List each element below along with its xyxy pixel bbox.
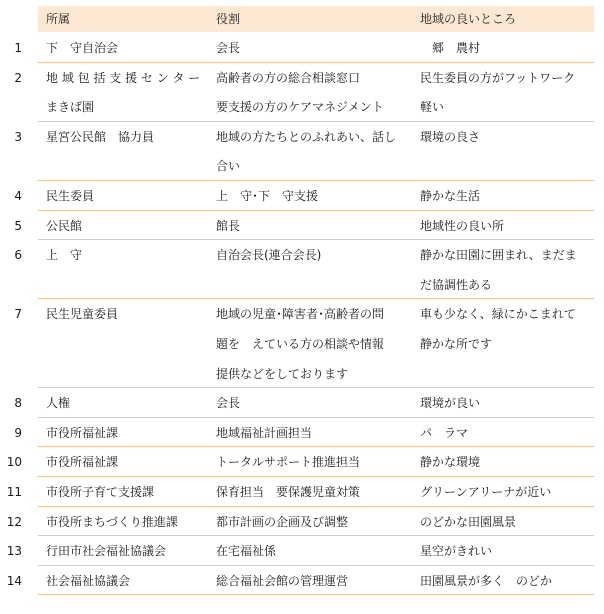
role-cell <box>216 426 312 456</box>
role-cell-line: 上 守･下 守支援 <box>216 189 319 203</box>
good-points-cell <box>420 515 516 545</box>
row-divider <box>38 121 594 122</box>
affiliation-cell <box>46 544 166 574</box>
row-number: 10 <box>6 455 22 470</box>
affiliation-cell-line: 公民館 <box>46 218 83 233</box>
row-number: 14 <box>6 573 22 588</box>
header-good-points: 地域の良いところ <box>420 12 517 26</box>
affiliation-cell-line: 民生児童委員 <box>46 307 119 322</box>
role-cell <box>216 219 240 249</box>
good-points-cell-line: 軽い <box>420 100 445 115</box>
role-cell-line: 自治会長(連合会長) <box>216 248 322 263</box>
table-row <box>0 455 604 485</box>
good-points-cell <box>420 130 480 160</box>
row-number: 11 <box>6 485 22 499</box>
row-number: 9 <box>14 425 22 440</box>
role-cell <box>216 396 240 426</box>
role-cell-line: 会長 <box>216 396 241 411</box>
role-cell <box>216 485 360 515</box>
good-points-cell <box>420 544 492 574</box>
table-row <box>0 396 604 426</box>
affiliation-cell <box>46 574 130 604</box>
affiliation-cell <box>46 455 118 485</box>
affiliation-cell-line: 市役所まちづくり推進課 <box>46 514 178 529</box>
row-divider <box>38 446 594 447</box>
header-affiliation: 所属 <box>46 12 71 26</box>
role-cell <box>216 515 348 545</box>
good-points-cell-line: 環境の良さ <box>420 129 481 144</box>
row-number: 1 <box>14 41 22 55</box>
table-row <box>0 307 604 396</box>
affiliation-cell <box>46 130 154 160</box>
role-cell <box>216 544 276 574</box>
affiliation-cell-line: 上 守 <box>46 248 83 263</box>
row-divider <box>38 298 594 299</box>
role-cell-line: 合い <box>216 159 241 174</box>
role-cell <box>216 307 384 396</box>
role-cell-line: 要支援の方のケアマネジメント <box>216 100 384 115</box>
table-row <box>0 219 604 249</box>
affiliation-cell-line: まきば園 <box>46 100 95 115</box>
row-number: 7 <box>14 307 22 322</box>
good-points-cell-line: 星空がきれい <box>420 544 493 559</box>
affiliation-cell <box>46 396 70 426</box>
affiliation-cell-line: 人権 <box>46 396 71 411</box>
good-points-cell-line: 環境が良い <box>420 396 481 411</box>
role-cell-line: 題を えている方の相談や情報 <box>216 336 385 351</box>
good-points-cell-line: 地域性の良い所 <box>420 218 505 233</box>
affiliation-cell-line: 星宮公民館 協力員 <box>46 129 155 144</box>
good-points-cell <box>420 574 552 604</box>
row-number: 2 <box>14 70 22 85</box>
affiliation-cell-line: 民生委員 <box>46 189 95 203</box>
table-header <box>38 6 594 32</box>
role-cell <box>216 248 321 278</box>
affiliation-cell <box>46 41 118 71</box>
role-cell-line: 提供などをしております <box>216 366 349 381</box>
row-divider <box>38 417 594 418</box>
role-cell-line: 高齢者の方の総合相談窓口 <box>216 70 361 85</box>
row-divider <box>38 506 594 507</box>
affiliation-cell-line: 行田市社会福祉協議会 <box>46 544 167 559</box>
table-row <box>0 574 604 604</box>
row-divider <box>38 535 594 536</box>
row-number: 4 <box>14 189 22 203</box>
table-row <box>0 515 604 545</box>
row-divider <box>38 387 594 388</box>
role-cell-line: 館長 <box>216 218 241 233</box>
role-cell <box>216 574 348 604</box>
good-points-cell-line: グリーンアリーナが近い <box>420 485 552 499</box>
good-points-cell-line: 民生委員の方がフットワーク <box>420 70 576 85</box>
good-points-cell <box>420 426 468 456</box>
affiliation-cell <box>46 219 82 249</box>
affiliation-cell <box>46 248 82 278</box>
affiliation-cell <box>46 515 178 545</box>
table-row <box>0 485 604 515</box>
role-cell-line: 地域の方たちとのふれあい、話し <box>216 129 397 144</box>
table-row <box>0 189 604 219</box>
affiliation-cell <box>46 426 118 456</box>
role-cell <box>216 41 240 71</box>
role-cell-line: 在宅福祉係 <box>216 544 277 559</box>
affiliation-cell-line: 社会福祉協議会 <box>46 573 131 588</box>
good-points-cell-line: 静かな環境 <box>420 455 481 470</box>
role-cell-line: 地域福祉計画担当 <box>216 425 313 440</box>
header-role: 役割 <box>216 12 241 26</box>
affiliation-cell <box>46 485 154 515</box>
role-cell-line: 地域の児童･障害者･高齢者の問 <box>216 307 385 322</box>
good-points-cell-line: だ協調性ある <box>420 277 493 292</box>
table-row <box>0 544 604 574</box>
good-points-cell-line: 郷 農村 <box>420 41 481 55</box>
row-number: 3 <box>14 129 22 144</box>
table-row <box>0 426 604 456</box>
row-number: 5 <box>14 218 22 233</box>
row-divider <box>38 565 594 566</box>
good-points-cell-line: 静かな田園に囲まれ、まだま <box>420 248 577 263</box>
role-cell <box>216 189 318 219</box>
affiliation-cell-line: 市役所福祉課 <box>46 455 119 470</box>
row-number: 13 <box>6 544 22 559</box>
good-points-cell <box>420 485 551 515</box>
good-points-cell-line: のどかな田園風景 <box>420 514 517 529</box>
good-points-cell-line: 田園風景が多く のどか <box>420 573 553 588</box>
role-cell-line: 会長 <box>216 41 241 55</box>
row-divider <box>38 476 594 477</box>
row-divider <box>38 239 594 240</box>
good-points-cell <box>420 396 480 426</box>
good-points-cell-line: 静かな生活 <box>420 189 481 203</box>
table-row <box>0 41 604 71</box>
affiliation-cell-line: 下 守自治会 <box>46 41 119 55</box>
role-cell <box>216 455 360 485</box>
role-cell-line: トータルサポート推進担当 <box>216 455 361 470</box>
good-points-cell-line: 静かな所です <box>420 336 493 351</box>
affiliation-cell-line: 地 域 包 括 支 援 セ ン タ ー <box>46 70 201 85</box>
good-points-cell <box>420 41 480 71</box>
row-divider <box>38 180 594 181</box>
row-number: 12 <box>6 514 22 529</box>
role-cell-line: 保育担当 要保護児童対策 <box>216 485 361 499</box>
good-points-cell <box>420 189 480 219</box>
affiliation-cell <box>46 189 94 219</box>
affiliation-cell <box>46 307 118 337</box>
row-divider <box>38 210 594 211</box>
affiliation-cell-line: 市役所子育て支援課 <box>46 485 155 499</box>
good-points-cell <box>420 307 576 366</box>
affiliation-cell-line: 市役所福祉課 <box>46 425 119 440</box>
row-divider <box>38 62 594 63</box>
row-number: 6 <box>14 248 22 263</box>
good-points-cell-line: 車も少なく、緑にかこまれて <box>420 307 576 322</box>
good-points-cell <box>420 219 504 249</box>
good-points-cell-line: パ ラマ <box>420 425 469 440</box>
good-points-cell <box>420 455 480 485</box>
row-number: 8 <box>14 396 22 411</box>
role-cell-line: 総合福祉会館の管理運営 <box>216 573 349 588</box>
role-cell-line: 都市計画の企画及び調整 <box>216 514 349 529</box>
row-divider <box>38 594 594 595</box>
